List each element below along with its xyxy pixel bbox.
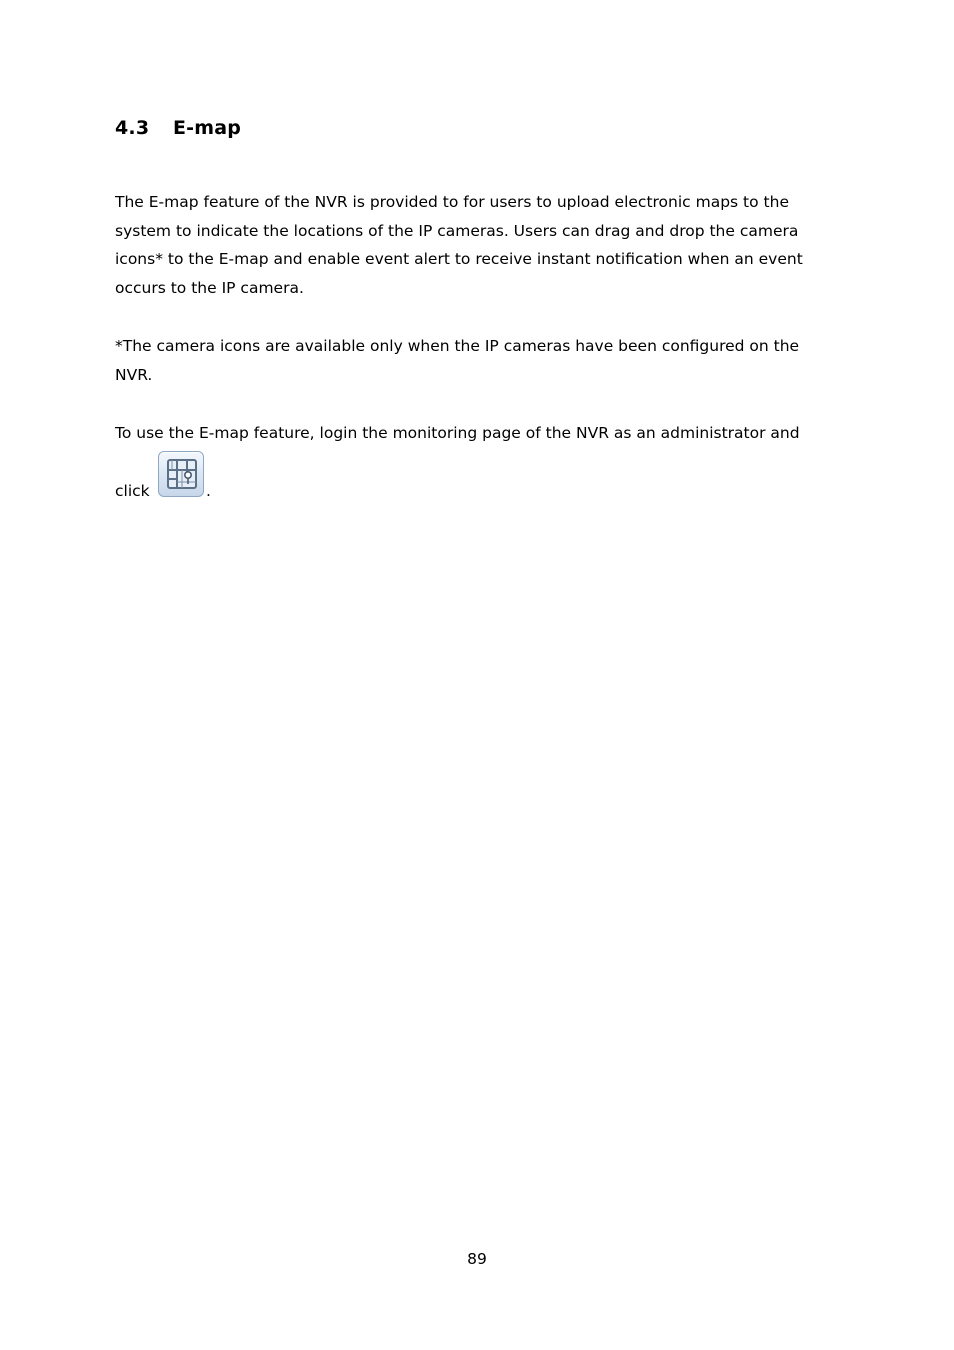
text-line: system to indicate the locations of the IP cameras. Users can drag and drop the camera [115, 221, 799, 240]
section-heading [115, 117, 241, 139]
text-line: The E-map feature of the NVR is provided to for users to upload electronic maps to the [115, 193, 789, 211]
page-number: 89 [467, 1250, 487, 1268]
emap-button[interactable] [158, 451, 204, 497]
text-line: *The camera icons are available only when the IP cameras have been configured on the [115, 337, 800, 355]
section-number: 4.3 [115, 117, 150, 139]
footnote-paragraph [115, 332, 855, 389]
intro-paragraph [115, 188, 855, 303]
text-line: NVR. [115, 365, 153, 384]
text-line: occurs to the IP camera. [115, 279, 304, 298]
click-suffix-text: . [206, 482, 211, 500]
text-line: icons* to the E-map and enable event alert to receive instant notification when an event [115, 250, 803, 269]
emap-map-icon [166, 458, 198, 490]
instruction-paragraph [115, 419, 855, 448]
section-title: E-map [173, 117, 242, 139]
text-line: To use the E-map feature, login the monitoring page of the NVR as an administrator and [115, 424, 800, 442]
click-prefix-text: click [115, 482, 150, 500]
